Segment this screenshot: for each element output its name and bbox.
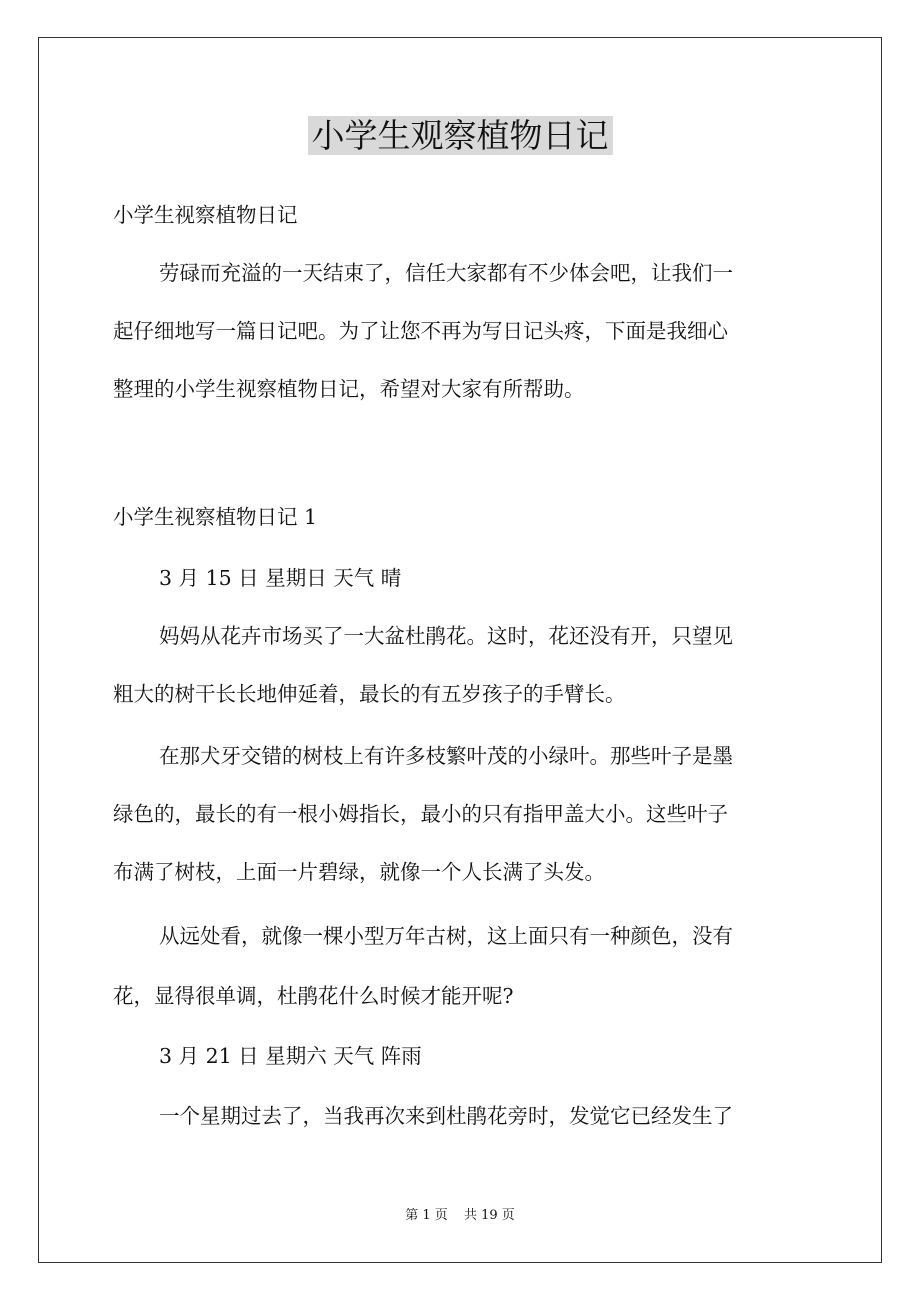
date-line: 3 月 15 日 星期日 天气 晴 xyxy=(159,566,402,590)
paragraph-line: 布满了树枝，上面一片碧绿，就像一个人长满了头发。 xyxy=(113,860,605,884)
title-text: 小学生观察植物日记 xyxy=(308,116,613,155)
intro-line: 整理的小学生视察植物日记，希望对大家有所帮助。 xyxy=(113,377,585,401)
page-number: 第 1 页 xyxy=(405,1208,448,1223)
paragraph-line: 妈妈从花卉市场买了一大盆杜鹃花。这时，花还没有开，只望见 xyxy=(159,624,733,648)
page-total: 共 19 页 xyxy=(463,1208,515,1223)
date-line: 3 月 21 日 星期六 天气 阵雨 xyxy=(159,1044,422,1068)
paragraph-line: 绿色的，最长的有一根小姆指长，最小的只有指甲盖大小。这些叶子 xyxy=(113,802,728,826)
paragraph-line: 在那犬牙交错的树枝上有许多枝繁叶茂的小绿叶。那些叶子是墨 xyxy=(159,744,733,768)
section-heading: 小学生视察植物日记 1 xyxy=(113,505,318,529)
paragraph-line: 粗大的树干长长地伸延着，最长的有五岁孩子的手臂长。 xyxy=(113,682,626,706)
paragraph-line: 花，显得很单调，杜鹃花什么时候才能开呢? xyxy=(113,984,514,1008)
intro-line: 劳碌而充溢的一天结束了，信任大家都有不少体会吧，让我们一 xyxy=(159,261,733,285)
subtitle-line: 小学生视察植物日记 xyxy=(113,203,298,227)
paragraph-line: 从远处看，就像一棵小型万年古树，这上面只有一种颜色，没有 xyxy=(159,924,733,948)
page-footer xyxy=(0,1206,920,1226)
intro-line: 起仔细地写一篇日记吧。为了让您不再为写日记头疼，下面是我细心 xyxy=(113,319,728,343)
document-title xyxy=(0,112,920,160)
paragraph-line: 一个星期过去了，当我再次来到杜鹃花旁时，发觉它已经发生了 xyxy=(159,1104,733,1128)
